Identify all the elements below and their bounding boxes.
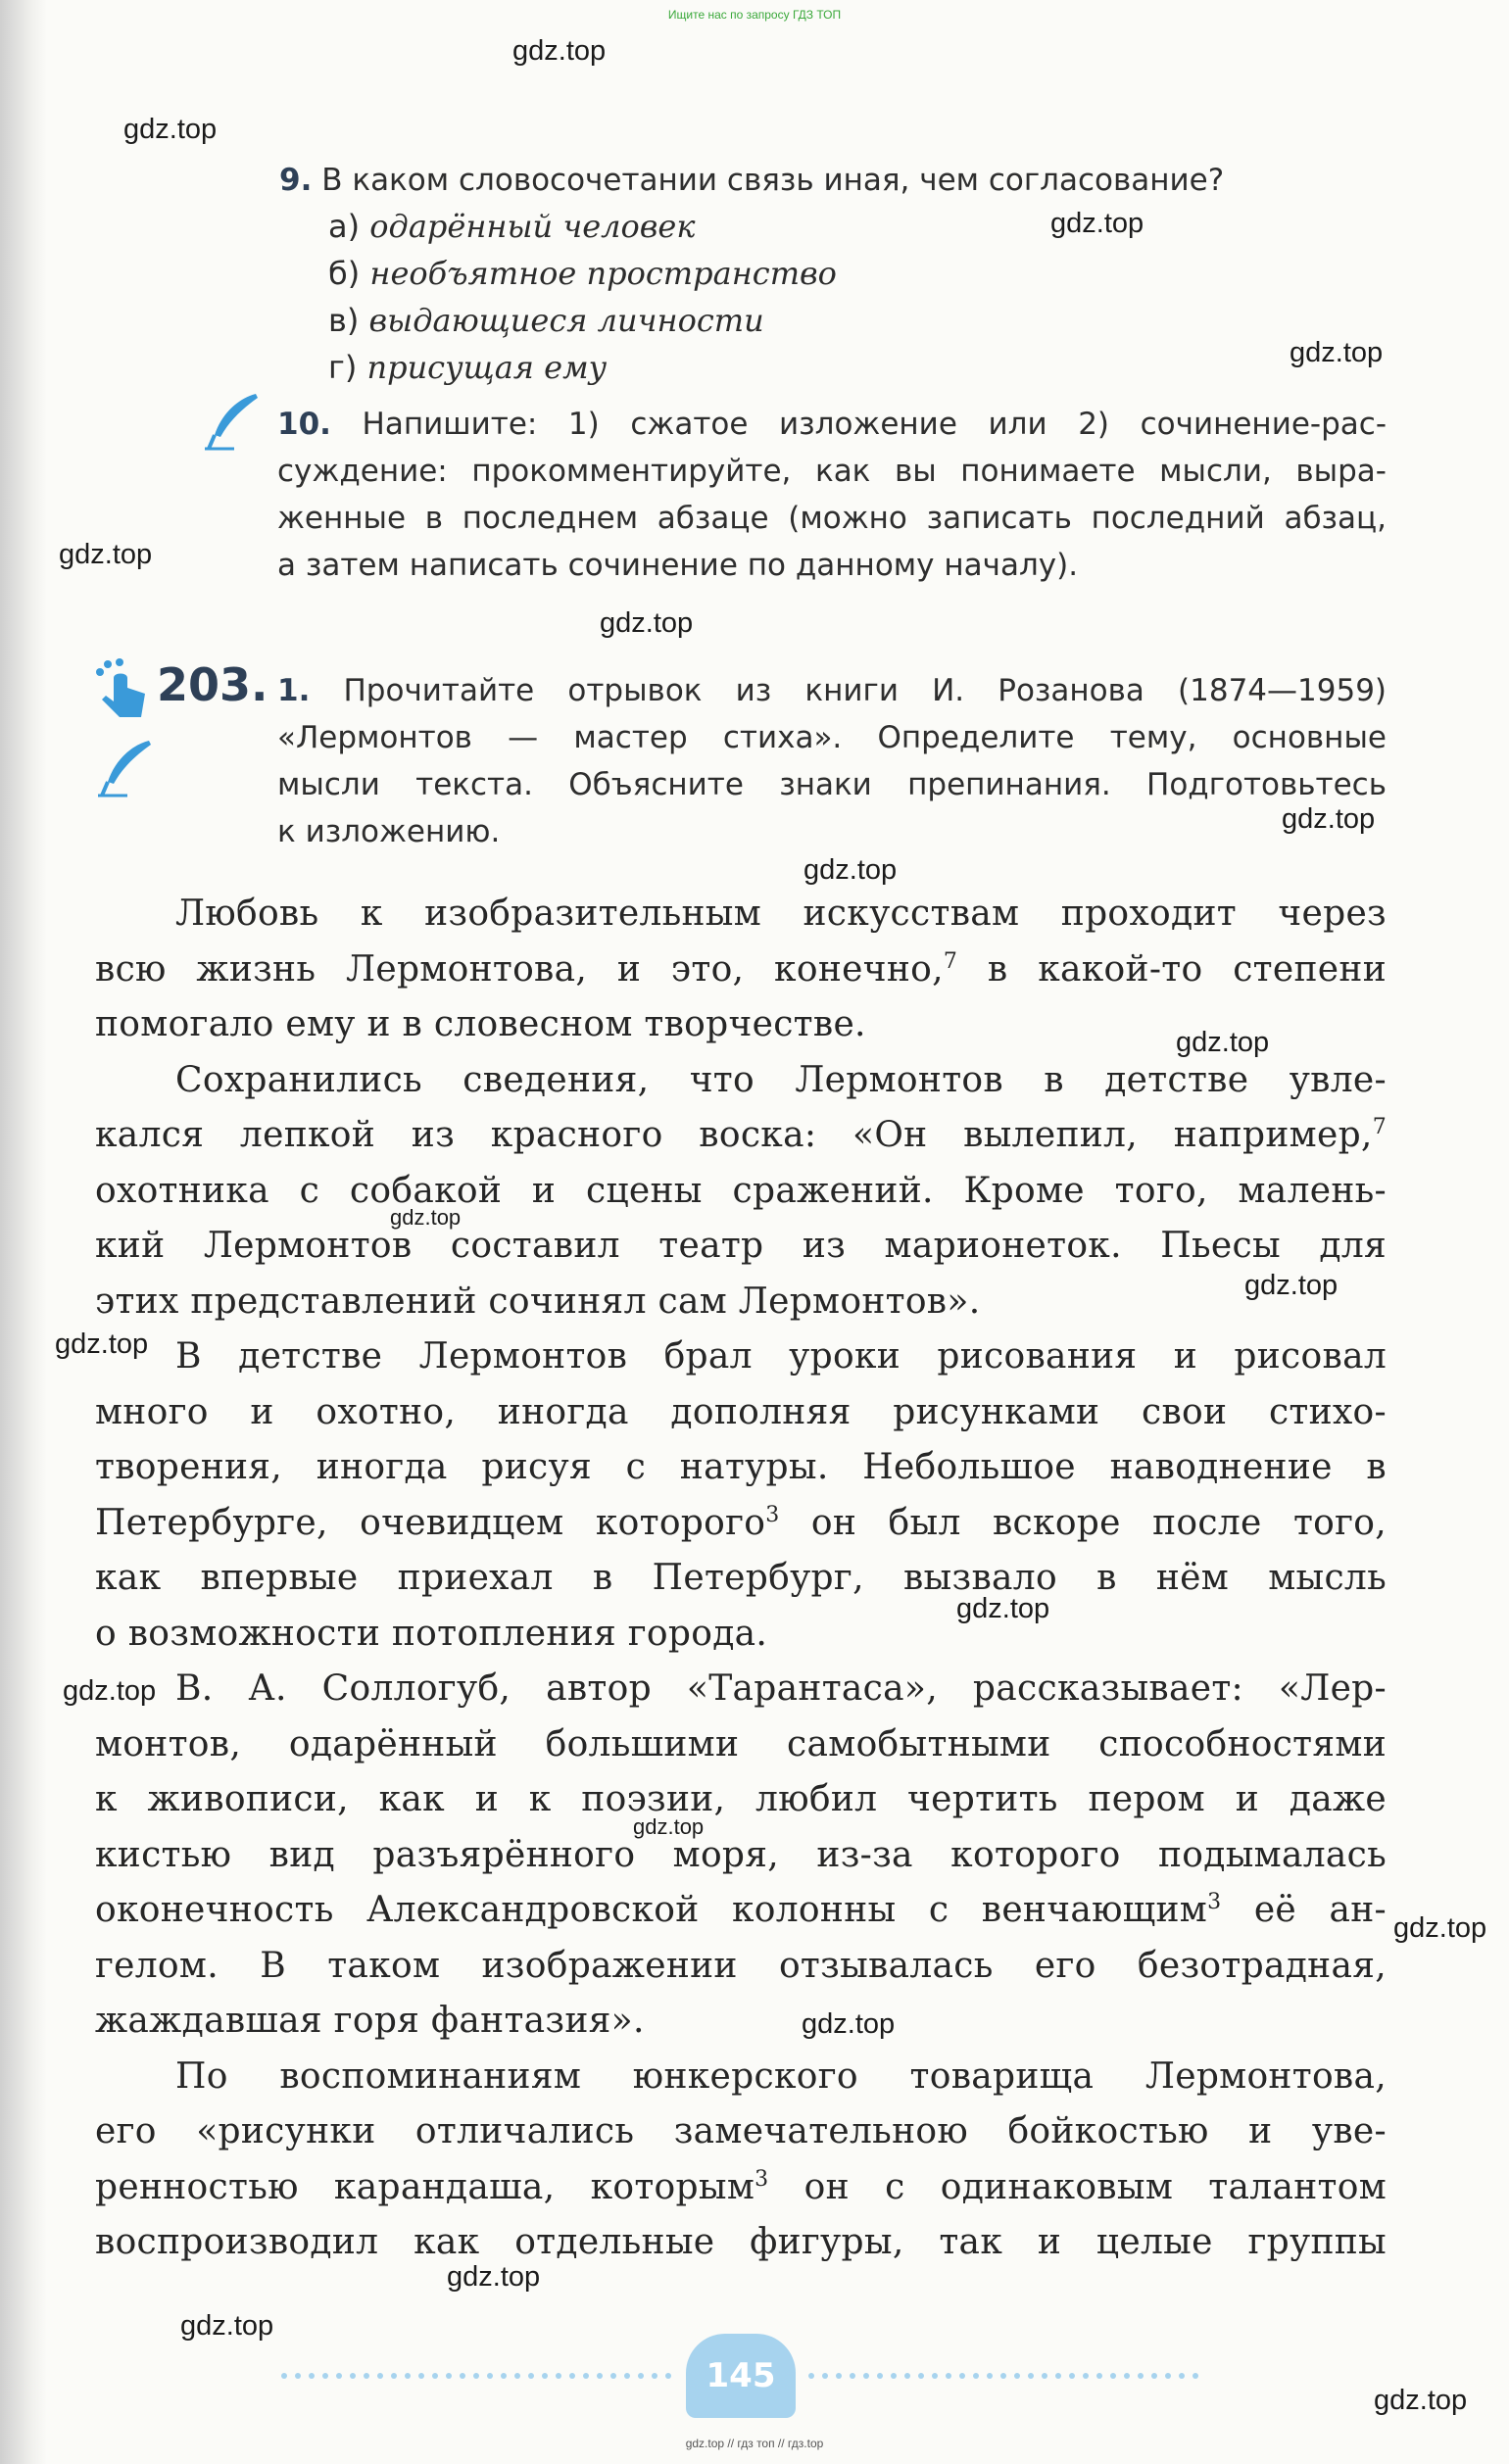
task-9-number: 9. xyxy=(279,163,313,198)
text-line: этих представлений сочинял сам Лермонтов». xyxy=(95,1280,981,1322)
footnote-mark: 3 xyxy=(1207,1890,1222,1914)
text-line: Сохранились сведения, что Лермонтов в детстве увле- xyxy=(175,1059,1387,1100)
watermark: gdz.top xyxy=(956,1593,1050,1624)
text-line: охотника с собакой и сцены сражений. Кроме того, малень- xyxy=(95,1170,1387,1211)
watermark: gdz.top xyxy=(1393,1912,1487,1944)
task-9-text: В каком словосочетании связь иная, чем согласование? xyxy=(321,163,1225,198)
watermark: gdz.top xyxy=(63,1675,157,1707)
exercise-203-task-number: 1. xyxy=(277,673,311,708)
header-note: Ищите нас по запросу ГДЗ ТОП xyxy=(667,8,842,22)
text-line: его «рисунки отличались замечательною бойкостью и уве- xyxy=(95,2111,1387,2151)
text-line: ренностью карандаша, которым$^3$ он с одинаковым талантом xyxy=(95,2166,1387,2207)
footer-note: gdz.top // гдз топ // гдз.top xyxy=(685,2437,824,2450)
task-10-line: а затем написать сочинение по данному началу). xyxy=(277,548,1079,583)
task-9-question xyxy=(279,157,1224,204)
exercise-203-line: мысли текста. Объясните знаки препинания. Подготовьтесь xyxy=(277,767,1387,802)
watermark: gdz.top xyxy=(1244,1270,1339,1301)
task-9-option-c xyxy=(328,297,764,344)
watermark: gdz.top xyxy=(59,539,153,570)
watermark: gdz.top xyxy=(123,114,218,145)
exercise-203-task xyxy=(277,667,1387,855)
exercise-203-line: к изложению. xyxy=(277,814,501,849)
watermark: gdz.top xyxy=(512,35,607,67)
task-10-line xyxy=(277,401,1387,448)
text-line: В. А. Соллогуб, автор «Тарантаса», рассказывает: «Лер- xyxy=(175,1668,1387,1709)
task-9-option-b xyxy=(328,250,837,297)
text-line: к живописи, как и к поэзии, любил чертить пером и даже xyxy=(95,1779,1387,1819)
text-line: В детстве Лермонтов брал уроки рисования и рисовал xyxy=(175,1336,1387,1377)
exercise-203-number: 203. xyxy=(157,658,268,711)
watermark: gdz.top xyxy=(1290,337,1384,368)
option-letter: б) xyxy=(328,255,361,292)
task-10-line: женные в последнем абзаце (можно записать последний абзац, xyxy=(277,501,1387,536)
task-9-option-a xyxy=(328,203,695,250)
text-line: кался лепкой из красного воска: «Он вылепил, например,$^7$ xyxy=(95,1115,1387,1155)
text-line: помогало ему и в словесном творчестве. xyxy=(95,1004,866,1044)
option-text: одарённый человек xyxy=(369,208,696,245)
text-line: как впервые приехал в Петербург, вызвало в нём мысль xyxy=(95,1558,1387,1598)
page-number: 145 xyxy=(686,2334,796,2418)
watermark: gdz.top xyxy=(55,1329,149,1360)
text-line: кистью вид разъярённого моря, из-за которого подымалась xyxy=(95,1834,1387,1875)
footnote-mark: 7 xyxy=(943,948,958,974)
text-line: всю жизнь Лермонтова, и это, конечно,$^7$ в какой-то степени xyxy=(95,948,1387,990)
task-9-option-d xyxy=(328,344,607,391)
watermark: gdz.top xyxy=(390,1205,462,1230)
text-line: оконечность Александровской колонны с венчающим$^3$ её ан- xyxy=(95,1890,1387,1930)
option-letter: в) xyxy=(328,302,360,339)
text-line: кий Лермонтов составил театр из марионеток. Пьесы для xyxy=(95,1226,1387,1266)
exercise-203-text: Прочитайте отрывок из книги И. Розанова (1874—1959) xyxy=(343,673,1387,708)
watermark: gdz.top xyxy=(600,607,694,639)
watermark: gdz.top xyxy=(803,854,898,886)
watermark: gdz.top xyxy=(180,2310,274,2342)
text-line: По воспоминаниям юнкерского товарища Лермонтова, xyxy=(175,2055,1387,2097)
option-text: присущая ему xyxy=(366,349,608,386)
text-line: монтов, одарённый большими самобытными способностями xyxy=(95,1723,1387,1764)
text-line: жаждавшая горя фантазия». xyxy=(95,2001,645,2041)
task-10-line: суждение: прокомментируйте, как вы понимаете мысли, выра- xyxy=(277,454,1387,489)
page-edge-shadow xyxy=(0,0,47,2464)
text-line: о возможности потопления города. xyxy=(95,1613,768,1654)
task-10 xyxy=(277,401,1387,589)
exercise-203-line xyxy=(277,667,1387,714)
footnote-mark: 3 xyxy=(754,2166,769,2192)
option-letter: г) xyxy=(328,349,358,386)
task-10-text: Напишите: 1) сжатое изложение или 2) сочинение-рас- xyxy=(362,407,1387,442)
feather-pen-icon xyxy=(94,737,155,801)
main-text xyxy=(95,887,1387,2271)
hand-touch-icon xyxy=(90,658,153,719)
option-text: необъятное пространство xyxy=(369,255,837,292)
text-line: Любовь к изобразительным искусствам проходит через xyxy=(175,894,1387,934)
text-line: творения, иногда рисуя с натуры. Небольшое наводнение в xyxy=(95,1447,1387,1487)
watermark: gdz.top xyxy=(1050,208,1144,239)
option-letter: а) xyxy=(328,208,361,245)
footnote-mark: 7 xyxy=(1372,1115,1387,1139)
watermark: gdz.top xyxy=(447,2261,541,2293)
option-text: выдающиеся личности xyxy=(368,302,764,339)
text-line: много и охотно, иногда дополняя рисунками свои стихо- xyxy=(95,1391,1387,1432)
watermark: gdz.top xyxy=(1282,803,1376,835)
feather-pen-icon xyxy=(201,390,262,455)
watermark: gdz.top xyxy=(1374,2385,1468,2416)
footnote-mark: 3 xyxy=(765,1502,780,1527)
task-10-number: 10. xyxy=(277,407,331,442)
text-line: воспроизводил как отдельные фигуры, так и целые группы xyxy=(95,2222,1387,2262)
text-line: Петербурге, очевидцем которого$^3$ он был вскоре после того, xyxy=(95,1502,1387,1543)
watermark: gdz.top xyxy=(633,1814,705,1839)
text-line: гелом. В таком изображении отзывалась его безотрадная, xyxy=(95,1945,1387,1986)
watermark: gdz.top xyxy=(1176,1027,1270,1058)
watermark: gdz.top xyxy=(802,2008,896,2040)
exercise-203-line: «Лермонтов — мастер стиха». Определите тему, основные xyxy=(277,720,1387,755)
